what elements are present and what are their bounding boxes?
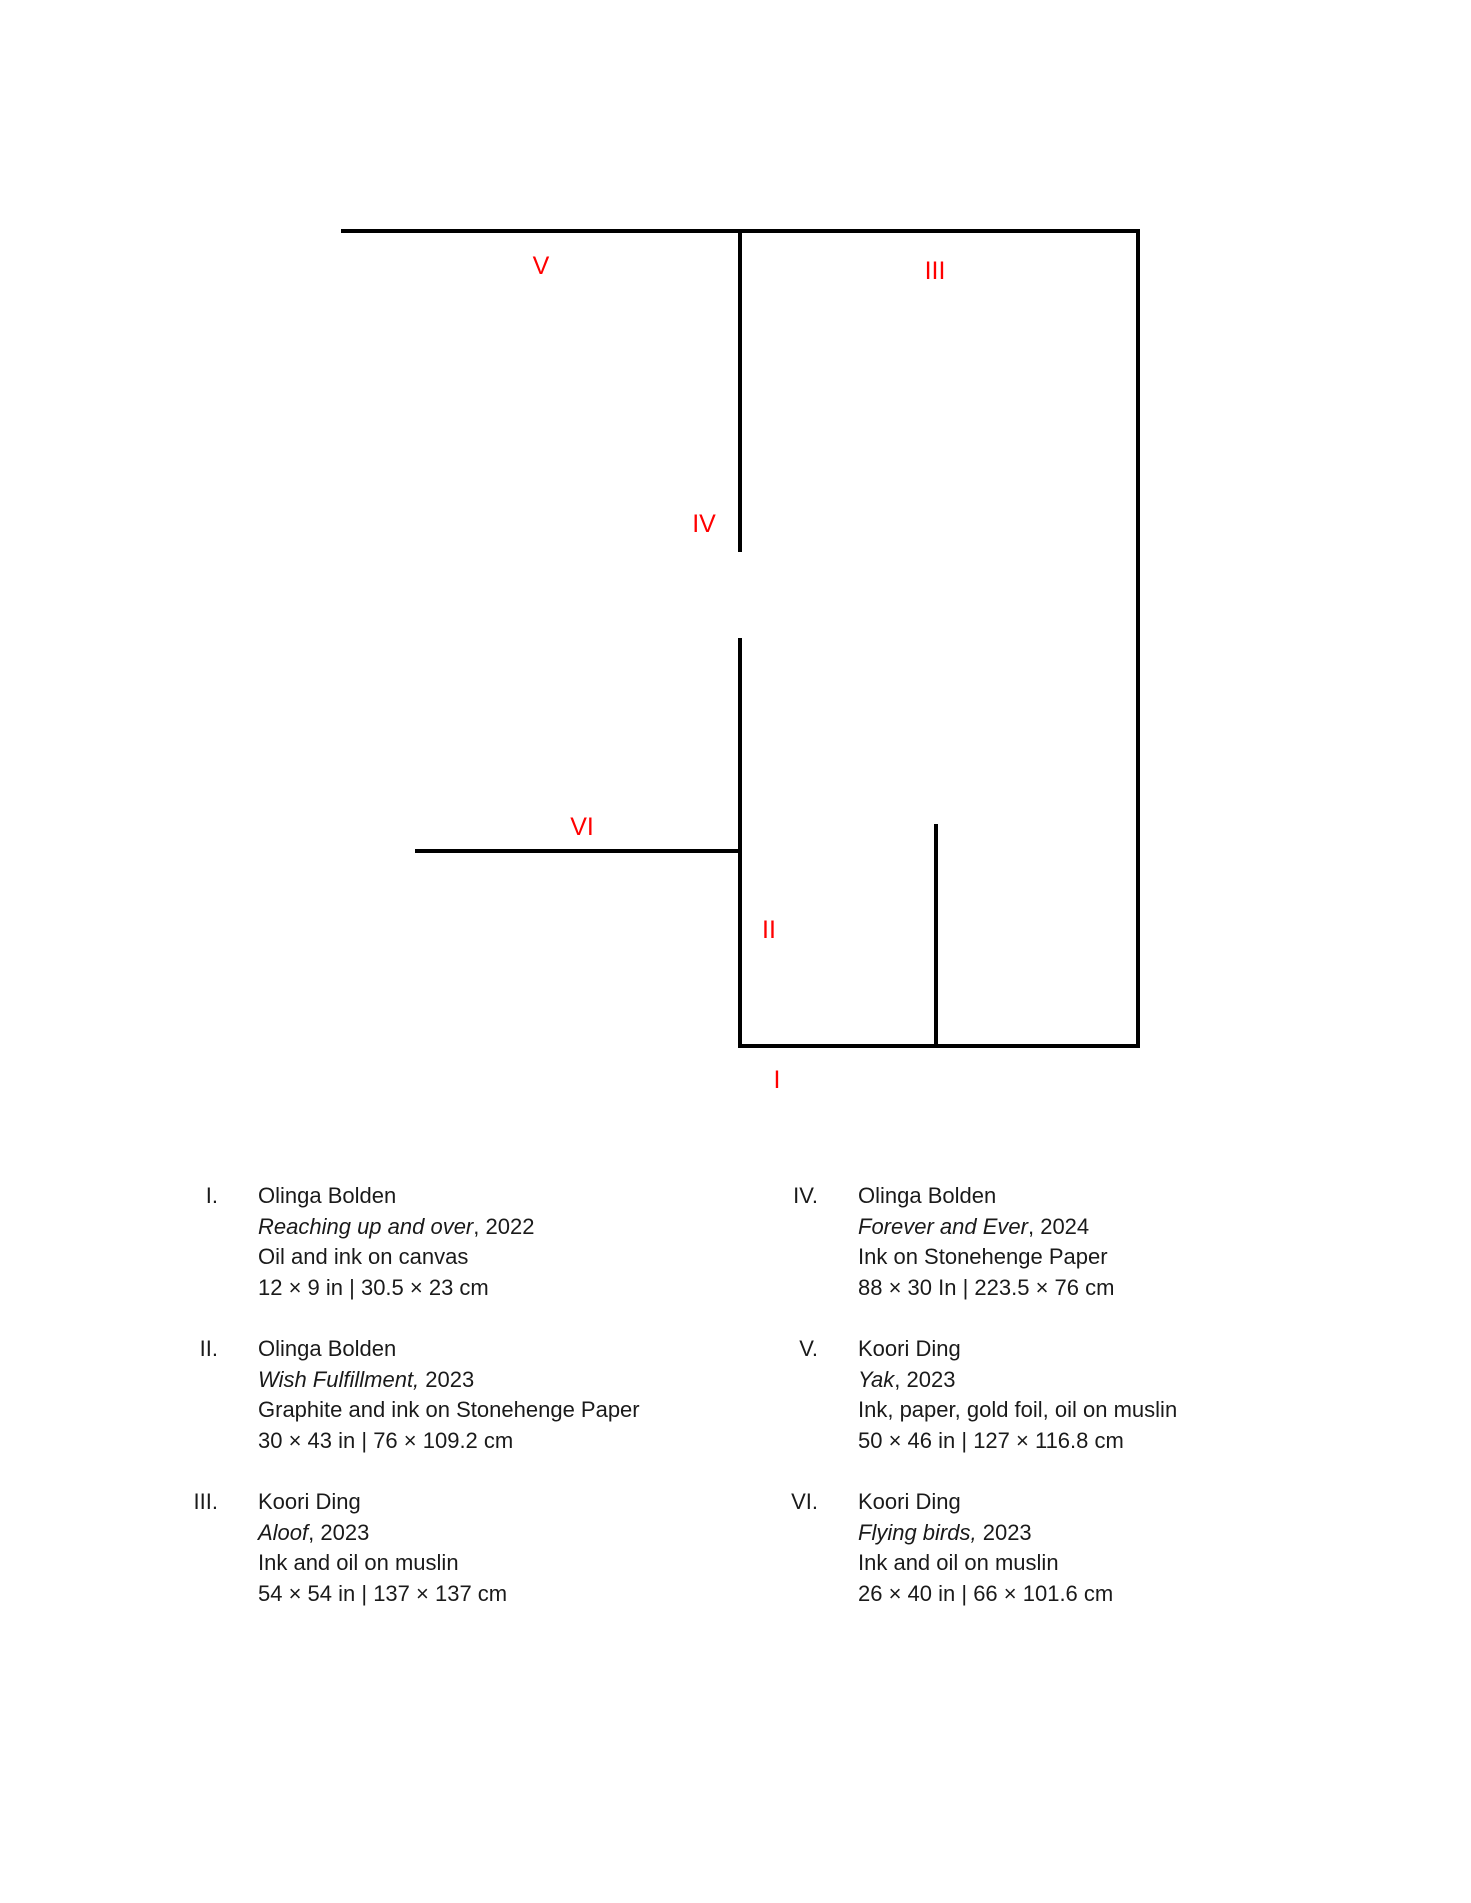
- entry-title: Wish Fulfillment,: [258, 1366, 420, 1392]
- entry-title: Forever and Ever: [858, 1213, 1028, 1239]
- entry-title-line: [858, 1365, 1177, 1396]
- entry-artist: Olinga Bolden: [258, 1183, 397, 1208]
- entry-year: 2024: [1040, 1213, 1090, 1239]
- entry-numeral: II.: [199, 1336, 218, 1361]
- entry-numeral: V.: [799, 1336, 818, 1361]
- entry-artist: Koori Ding: [258, 1489, 361, 1514]
- entry-artist: Koori Ding: [858, 1489, 961, 1514]
- entry-numeral: IV.: [793, 1183, 818, 1208]
- label-vi: VI: [570, 813, 594, 841]
- entry-dimensions: 12 × 9 in | 30.5 × 23 cm: [258, 1274, 489, 1300]
- entry-year-sep: ,: [308, 1519, 321, 1545]
- entry-year: 2022: [485, 1213, 535, 1239]
- entry-medium: Graphite and ink on Stonehenge Paper: [258, 1397, 640, 1422]
- entry-title-line: [858, 1212, 1114, 1243]
- entry-title-line: [258, 1518, 507, 1549]
- entry-artist: Olinga Bolden: [858, 1183, 997, 1208]
- label-iv: IV: [692, 510, 716, 538]
- entry-medium: Ink and oil on muslin: [258, 1550, 459, 1575]
- entry-numeral: VI.: [791, 1489, 818, 1514]
- entry-title: Reaching up and over: [258, 1213, 474, 1239]
- entry-dimensions: 26 × 40 in | 66 × 101.6 cm: [858, 1580, 1114, 1606]
- entry-medium: Ink on Stonehenge Paper: [858, 1244, 1108, 1269]
- entry-dimensions: 30 × 43 in | 76 × 109.2 cm: [258, 1427, 514, 1453]
- entry-dimensions: 54 × 54 in | 137 × 137 cm: [258, 1580, 508, 1606]
- entry-year-sep: ,: [1027, 1213, 1041, 1239]
- label-ii: II: [762, 916, 776, 944]
- entry-year: 2023: [982, 1519, 1032, 1545]
- entry-year-sep: ,: [473, 1213, 486, 1239]
- entry-title-line: [858, 1518, 1113, 1549]
- label-v: V: [532, 252, 550, 280]
- entry-title-line: [258, 1212, 534, 1243]
- entry-artist: Koori Ding: [858, 1336, 961, 1361]
- entry-artist: Olinga Bolden: [258, 1336, 397, 1361]
- entry-year: 2023: [425, 1366, 475, 1392]
- entry-title-line: [258, 1365, 640, 1396]
- entry-medium: Ink, paper, gold foil, oil on muslin: [858, 1397, 1178, 1422]
- entry-numeral: I.: [205, 1183, 218, 1208]
- entry-dimensions: 88 × 30 In | 223.5 × 76 cm: [858, 1274, 1115, 1300]
- label-iii: III: [924, 257, 946, 285]
- entry-year: 2023: [320, 1519, 370, 1545]
- entry-title: Aloof: [258, 1519, 309, 1545]
- entry-medium: Ink and oil on muslin: [858, 1550, 1059, 1575]
- label-i: I: [773, 1066, 781, 1094]
- entry-title: Flying birds,: [858, 1519, 977, 1545]
- entry-numeral: III.: [193, 1489, 218, 1514]
- entry-year-sep: ,: [894, 1366, 907, 1392]
- entry-year: 2023: [906, 1366, 956, 1392]
- entry-dimensions: 50 × 46 in | 127 × 116.8 cm: [858, 1427, 1124, 1453]
- entry-title: Yak: [858, 1366, 895, 1392]
- entry-medium: Oil and ink on canvas: [258, 1244, 469, 1269]
